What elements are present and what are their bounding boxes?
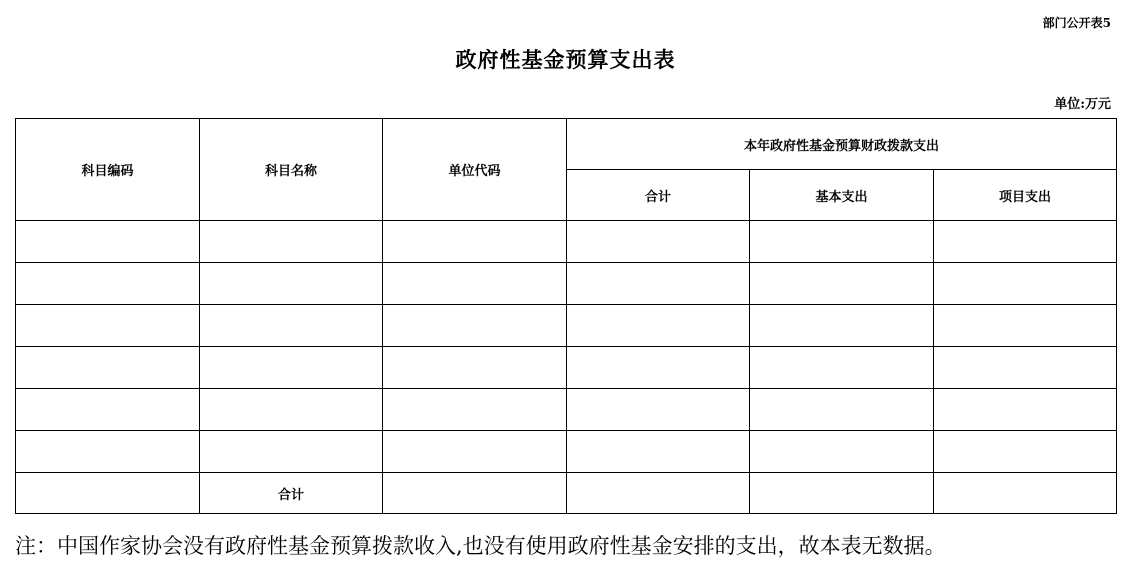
table-cell: [200, 431, 383, 473]
header-group-fund-expenditure: 本年政府性基金预算财政拨款支出: [567, 119, 1117, 170]
table-cell: [200, 347, 383, 389]
table-cell: [383, 431, 567, 473]
table-cell: [750, 347, 934, 389]
page-title: 政府性基金预算支出表: [455, 48, 676, 72]
table-cell: [750, 263, 934, 305]
table-cell: [567, 305, 750, 347]
total-cell-basic: [750, 473, 934, 514]
table-row: [16, 431, 1117, 473]
table-cell: [934, 347, 1117, 389]
total-cell-project: [934, 473, 1117, 514]
table-cell: [934, 305, 1117, 347]
table-cell: [934, 431, 1117, 473]
table-cell: [934, 221, 1117, 263]
total-row-label: 合计: [200, 473, 383, 514]
table-row: [16, 221, 1117, 263]
header-total: 合计: [567, 170, 750, 221]
table-cell: [16, 221, 200, 263]
table-total-row: [16, 473, 1117, 514]
table-cell: [567, 221, 750, 263]
table-cell: [750, 431, 934, 473]
header-project-expenditure: 项目支出: [934, 170, 1117, 221]
table-row: [16, 389, 1117, 431]
table-cell: [567, 347, 750, 389]
table-body: [16, 221, 1117, 473]
budget-table: [15, 118, 1117, 514]
table-cell: [16, 305, 200, 347]
header-subject-name: 科目名称: [200, 119, 383, 221]
table-cell: [200, 221, 383, 263]
table-cell: [383, 347, 567, 389]
table-cell: [383, 221, 567, 263]
table-cell: [383, 305, 567, 347]
table-row: [16, 347, 1117, 389]
table-cell: [383, 389, 567, 431]
table-header-row: [16, 119, 1117, 170]
header-unit-code: 单位代码: [383, 119, 567, 221]
total-cell-total: [567, 473, 750, 514]
table-row: [16, 305, 1117, 347]
table-cell: [200, 263, 383, 305]
table-cell: [567, 263, 750, 305]
total-cell-code: [16, 473, 200, 514]
table-row: [16, 263, 1117, 305]
table-cell: [16, 389, 200, 431]
table-cell: [750, 221, 934, 263]
table-cell: [750, 305, 934, 347]
header-basic-expenditure: 基本支出: [750, 170, 934, 221]
table-cell: [16, 431, 200, 473]
table-cell: [934, 263, 1117, 305]
table-cell: [16, 347, 200, 389]
table-cell: [200, 389, 383, 431]
total-cell-unit-code: [383, 473, 567, 514]
table-cell: [750, 389, 934, 431]
form-number: 部门公开表5: [1042, 16, 1111, 30]
header-subject-code: 科目编码: [16, 119, 200, 221]
footnote: 注：中国作家协会没有政府性基金预算拨款收入,也没有使用政府性基金安排的支出，故本表无数据。: [15, 534, 946, 558]
table-cell: [934, 389, 1117, 431]
table-cell: [200, 305, 383, 347]
table-cell: [16, 263, 200, 305]
table-cell: [567, 389, 750, 431]
table-cell: [567, 431, 750, 473]
table-cell: [383, 263, 567, 305]
unit-label: 单位:万元: [1054, 97, 1111, 112]
